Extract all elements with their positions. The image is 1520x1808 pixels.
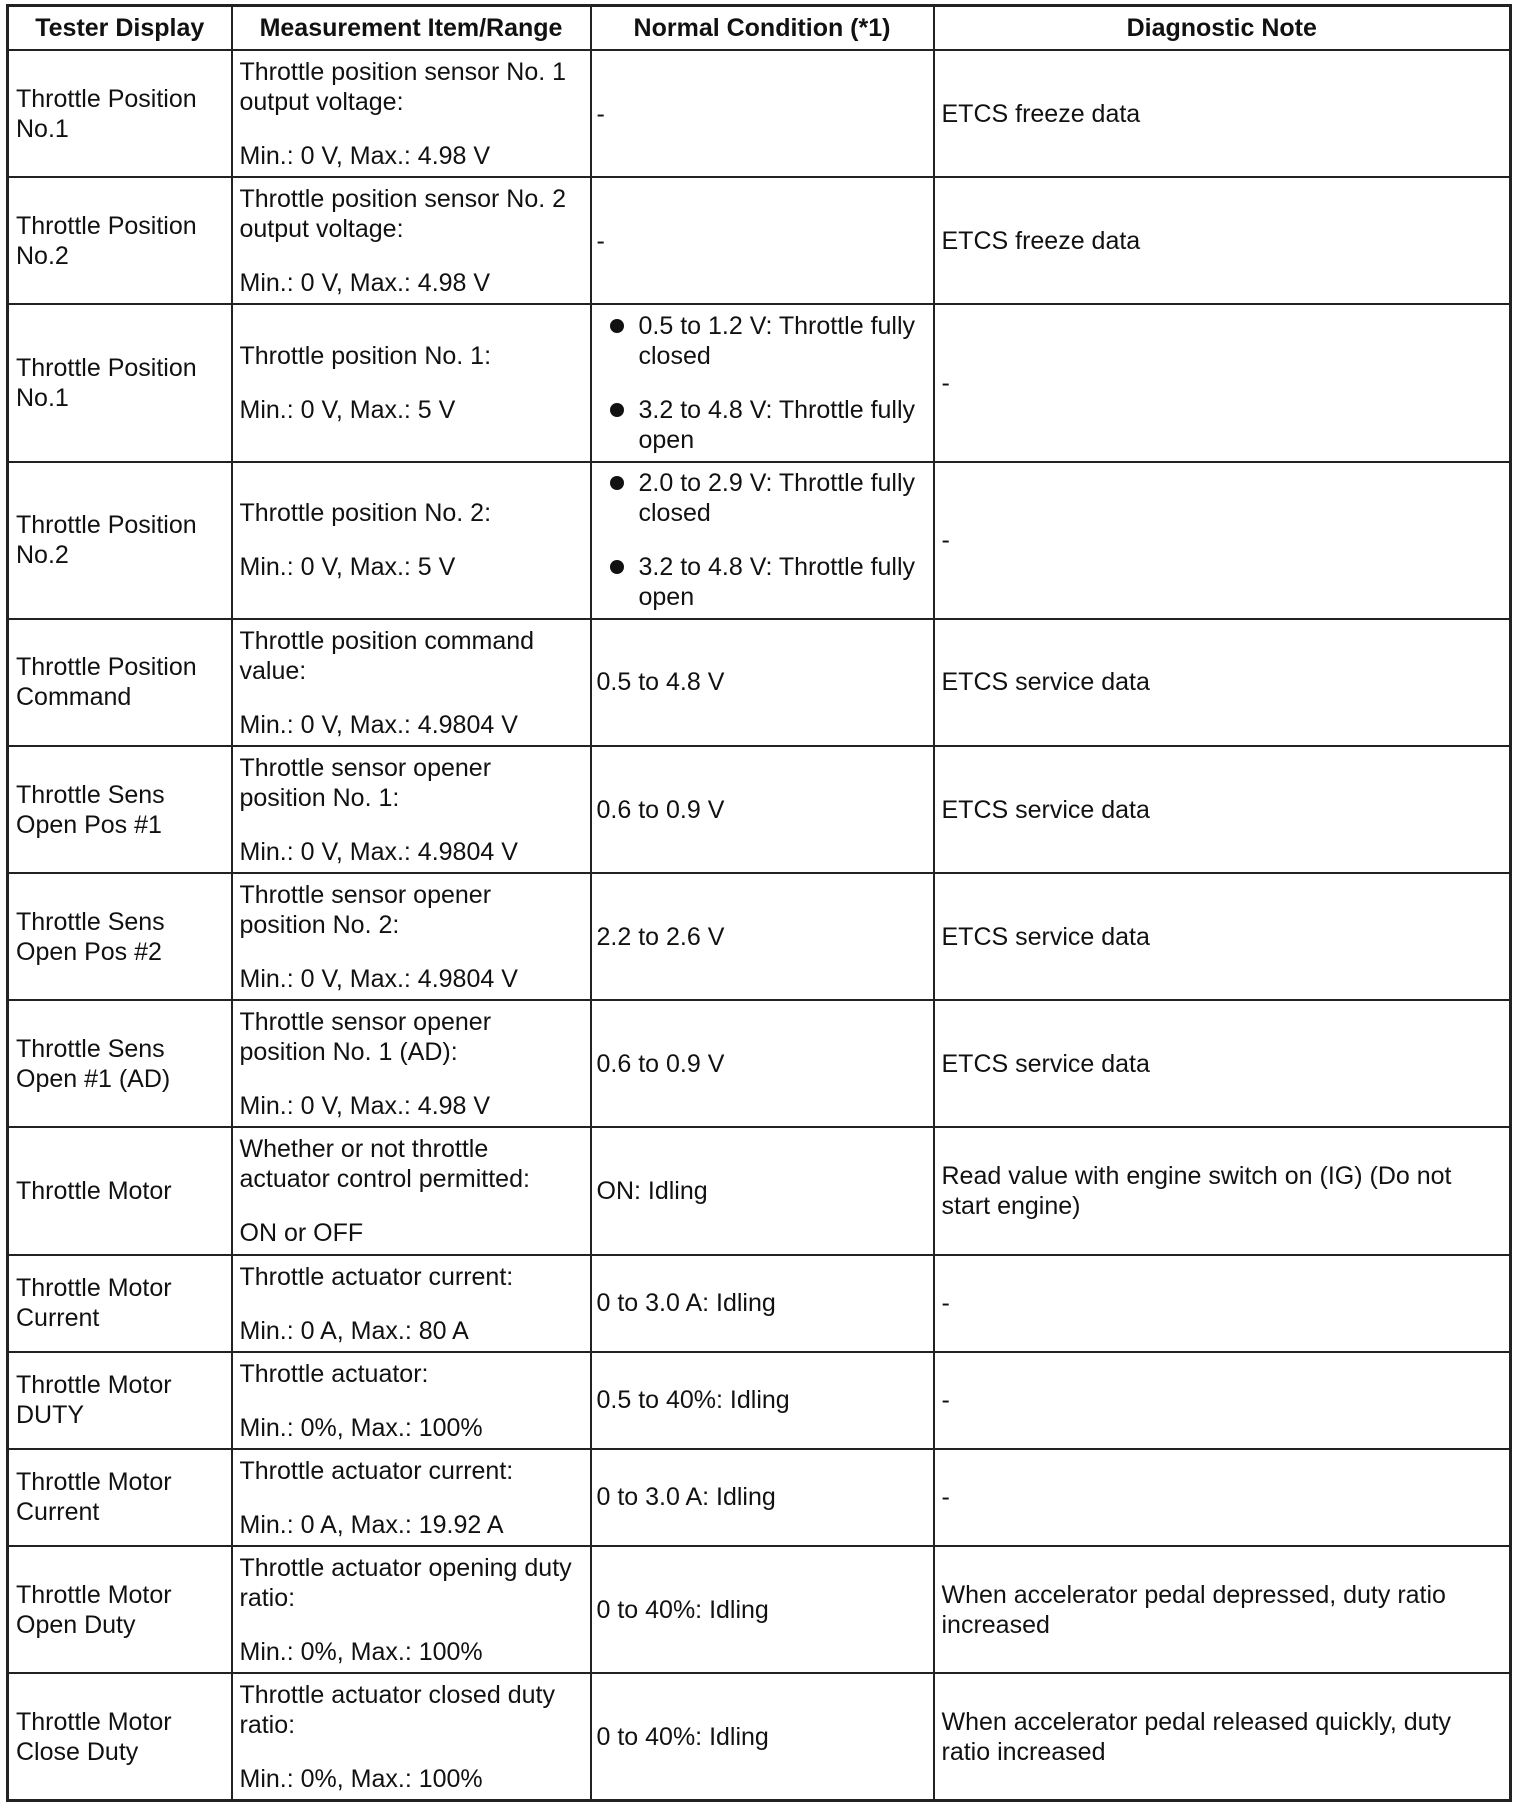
bullet-item: 0.5 to 1.2 V: Throttle fully closed [639,311,926,371]
tester-display-cell: Throttle Sens Open Pos #1 [8,746,232,873]
measurement-item: Throttle actuator opening duty ratio: [239,1554,572,1613]
normal-condition-cell: 0.5 to 4.8 V [591,619,934,746]
table-row [8,50,1511,177]
diagnostic-note-cell: When accelerator pedal depressed, duty ratio increased [934,1546,1511,1673]
data-list-table [6,4,1512,1802]
measurement-item: Throttle actuator closed duty ratio: [239,1681,555,1740]
tester-display-cell: Throttle Position No.2 [8,177,232,304]
table-row [8,619,1511,746]
bullet-item: 3.2 to 4.8 V: Throttle fully open [639,552,926,612]
normal-condition-cell: - [591,50,934,177]
measurement-range: Min.: 0 A, Max.: 19.92 A [239,1510,504,1539]
bullet-item: 3.2 to 4.8 V: Throttle fully open [639,395,926,455]
measurement-item: Throttle sensor opener position No. 2: [239,881,492,940]
measurement-item: Throttle position sensor No. 1 output voltage: [239,58,567,116]
measurement-cell [232,304,591,461]
measurement-range: Min.: 0%, Max.: 100% [239,1413,483,1442]
diagnostic-note-cell: ETCS freeze data [934,177,1511,304]
diagnostic-note-cell: Read value with engine switch on (IG) (Do not start engine) [934,1127,1511,1254]
tester-display-cell: Throttle Motor DUTY [8,1352,232,1449]
tester-display-cell: Throttle Motor Current [8,1255,232,1352]
table-row [8,1000,1511,1127]
normal-condition-cell [591,462,934,619]
measurement-item: Throttle sensor opener position No. 1: [239,753,492,812]
diagnostic-note-cell: ETCS service data [934,746,1511,873]
table-row [8,304,1511,461]
measurement-item: Throttle actuator: [239,1359,429,1388]
tester-display-cell: Throttle Sens Open Pos #2 [8,873,232,1000]
measurement-item: Throttle sensor opener position No. 1 (AD): [239,1008,492,1067]
table-row [8,1546,1511,1673]
table-row [8,1127,1511,1254]
measurement-item: Throttle position sensor No. 2 output voltage: [239,185,567,244]
measurement-range: Min.: 0%, Max.: 100% [239,1638,483,1667]
normal-condition-cell: 2.2 to 2.6 V [591,873,934,1000]
normal-condition-cell: - [591,177,934,304]
normal-condition-cell: 0 to 40%: Idling [591,1673,934,1800]
measurement-cell [232,1255,591,1352]
normal-condition-cell: 0 to 3.0 A: Idling [591,1255,934,1352]
measurement-item: Throttle position No. 2: [239,499,492,528]
table-row [8,1673,1511,1800]
bullet-item: 2.0 to 2.9 V: Throttle fully closed [639,468,926,528]
measurement-item: Whether or not throttle actuator control permitted: [239,1135,530,1194]
measurement-range: Min.: 0 V, Max.: 4.9804 V [239,965,518,994]
table-row [8,1255,1511,1352]
measurement-range: ON or OFF [239,1219,364,1248]
table-header-row [8,6,1511,51]
normal-condition-cell: ON: Idling [591,1127,934,1254]
measurement-range: Min.: 0 V, Max.: 4.9804 V [239,837,518,866]
measurement-cell [232,1352,591,1449]
normal-condition-cell: 0.5 to 40%: Idling [591,1352,934,1449]
diagnostic-note-cell: ETCS service data [934,1000,1511,1127]
tester-display-cell: Throttle Motor Current [8,1449,232,1546]
measurement-range: Min.: 0%, Max.: 100% [239,1765,483,1794]
table-row [8,746,1511,873]
table-row [8,1352,1511,1449]
measurement-cell [232,50,591,177]
measurement-item: Throttle actuator current: [239,1262,514,1291]
measurement-cell [232,1673,591,1800]
tester-display-cell: Throttle Motor Close Duty [8,1673,232,1800]
diagnostic-note-cell: When accelerator pedal released quickly, duty ratio increased [934,1673,1511,1800]
diagnostic-note-cell: - [934,1255,1511,1352]
measurement-cell [232,1449,591,1546]
normal-condition-cell: 0 to 3.0 A: Idling [591,1449,934,1546]
diagnostic-note-cell: - [934,462,1511,619]
tester-display-cell: Throttle Motor Open Duty [8,1546,232,1673]
measurement-range: Min.: 0 A, Max.: 80 A [239,1316,469,1345]
table-row [8,462,1511,619]
header-diagnostic-note: Diagnostic Note [934,6,1511,51]
measurement-item: Throttle position command value: [239,626,535,685]
header-measurement-item-range: Measurement Item/Range [232,6,591,51]
measurement-range: Min.: 0 V, Max.: 5 V [239,395,456,424]
tester-display-cell: Throttle Position No.2 [8,462,232,619]
measurement-range: Min.: 0 V, Max.: 5 V [239,553,456,582]
measurement-item: Throttle actuator current: [239,1456,514,1485]
table-row [8,177,1511,304]
measurement-cell [232,746,591,873]
table-row [8,1449,1511,1546]
diagnostic-note-cell: - [934,1352,1511,1449]
normal-condition-cell: 0 to 40%: Idling [591,1546,934,1673]
normal-condition-cell: 0.6 to 0.9 V [591,1000,934,1127]
measurement-cell [232,619,591,746]
tester-display-cell: Throttle Motor [8,1127,232,1254]
diagnostic-note-cell: ETCS service data [934,619,1511,746]
measurement-item: Throttle position No. 1: [239,341,492,370]
table-row [8,873,1511,1000]
measurement-cell [232,1546,591,1673]
measurement-range: Min.: 0 V, Max.: 4.98 V [239,269,491,298]
diagnostic-note-cell: - [934,1449,1511,1546]
normal-condition-cell [591,304,934,461]
tester-display-cell: Throttle Position No.1 [8,304,232,461]
diagnostic-note-cell: - [934,304,1511,461]
header-normal-condition: Normal Condition (*1) [591,6,934,51]
tester-display-cell: Throttle Sens Open #1 (AD) [8,1000,232,1127]
measurement-cell [232,462,591,619]
measurement-range: Min.: 0 V, Max.: 4.98 V [239,1092,491,1121]
measurement-cell [232,873,591,1000]
measurement-range: Min.: 0 V, Max.: 4.98 V [239,142,491,170]
header-tester-display: Tester Display [8,6,232,51]
tester-display-cell: Throttle Position No.1 [8,50,232,177]
measurement-range: Min.: 0 V, Max.: 4.9804 V [239,710,518,739]
measurement-cell [232,177,591,304]
normal-condition-cell: 0.6 to 0.9 V [591,746,934,873]
tester-display-cell: Throttle Position Command [8,619,232,746]
diagnostic-note-cell: ETCS freeze data [934,50,1511,177]
measurement-cell [232,1000,591,1127]
measurement-cell [232,1127,591,1254]
diagnostic-note-cell: ETCS service data [934,873,1511,1000]
